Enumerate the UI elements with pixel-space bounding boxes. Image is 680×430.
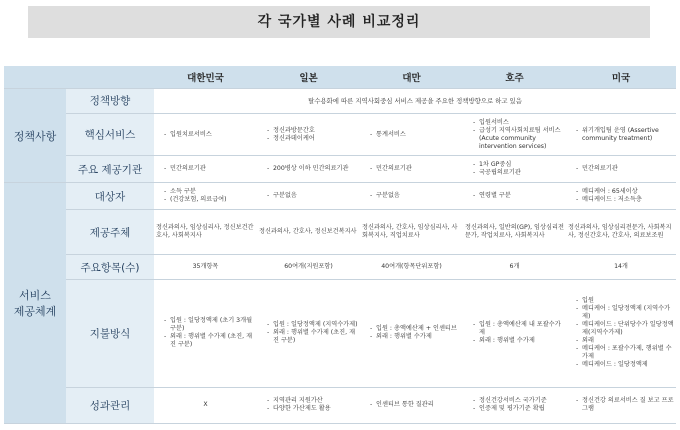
list-item: - 정신과방문간호 — [267, 127, 358, 135]
cell-taiwan: 정신과의사, 간호사, 임상심리사, 사회복지사, 직업치료사 — [360, 210, 463, 255]
cell-usa: 14개 — [566, 255, 676, 280]
bullet-list — [362, 192, 461, 200]
cell-usa — [566, 280, 676, 388]
list-item: - 민간의료기관 — [576, 165, 674, 173]
row-policy-direction — [4, 89, 676, 114]
column-header-japan: 일본 — [257, 66, 360, 89]
cell-usa — [566, 387, 676, 423]
bullet-list — [156, 131, 255, 139]
row-payment — [4, 280, 676, 388]
row-provider-subject — [4, 210, 676, 255]
list-item: - 입원 : 총액예산제 내 포괄수가제 — [473, 321, 564, 337]
bullet-list — [156, 165, 255, 173]
cell-usa — [566, 183, 676, 210]
cell-taiwan — [360, 387, 463, 423]
list-item: - 구분없음 — [370, 192, 461, 200]
list-item: - 입원서비스 — [473, 119, 564, 127]
cell-taiwan: 40여개(항목단위포함) — [360, 255, 463, 280]
cell-australia — [463, 387, 566, 423]
list-item: - 민간의료기관 — [370, 165, 461, 173]
bullet-list — [362, 325, 461, 341]
list-item: - 외래 : 행위별 수가제 — [370, 333, 461, 341]
cell-taiwan — [360, 156, 463, 183]
header-row — [4, 66, 676, 89]
cell-japan: 정신과의사, 간호사, 정신보건복지사 — [257, 210, 360, 255]
cell-usa — [566, 156, 676, 183]
row-outcome — [4, 387, 676, 423]
list-item: - 연령별 구분 — [473, 192, 564, 200]
row-label: 지불방식 — [66, 280, 154, 388]
list-item: - 인증제 및 평가기준 확립 — [473, 405, 564, 413]
list-item: - 200병상 이하 민간의료기관 — [267, 165, 358, 173]
row-target — [4, 183, 676, 210]
row-label: 주요 제공기관 — [66, 156, 154, 183]
column-header-taiwan: 대만 — [360, 66, 463, 89]
bullet-list — [362, 401, 461, 409]
cell-korea: 35개항목 — [154, 255, 257, 280]
category-service — [4, 183, 66, 424]
bullet-list — [259, 321, 358, 345]
bullet-list — [465, 321, 564, 345]
row-label: 대상자 — [66, 183, 154, 210]
column-header-australia: 호주 — [463, 66, 566, 89]
cell-japan — [257, 387, 360, 423]
list-item: - 입원 : 총액예산제 + 인센티브 — [370, 325, 461, 333]
list-item: - 외래 : 행위별 수가제 (초진, 재진 구분) — [267, 329, 358, 345]
policy-direction-text: 탈수용화에 따른 지역사회중심 서비스 제공을 주요한 정책방향으로 하고 있음 — [154, 89, 676, 114]
page-title: 각 국가별 사례 비교정리 — [28, 6, 650, 38]
header-blank — [4, 66, 154, 89]
list-item: - 통계서비스 — [370, 131, 461, 139]
bullet-list — [259, 397, 358, 413]
cell-korea — [154, 156, 257, 183]
bullet-list — [568, 165, 674, 173]
list-item: - 메디케이드 : 일당정액제 — [576, 361, 674, 369]
cell-korea — [154, 183, 257, 210]
cell-japan — [257, 280, 360, 388]
bullet-list — [156, 188, 255, 204]
bullet-list — [259, 127, 358, 143]
cell-australia — [463, 156, 566, 183]
list-item: - 메디케어 : 65세이상 — [576, 188, 674, 196]
list-item: - 입원 — [576, 297, 674, 305]
list-item: - 구분없음 — [267, 192, 358, 200]
list-item: - 위기개입팀 운영 (Assertive community treatment) — [576, 127, 674, 143]
row-provider — [4, 156, 676, 183]
cell-usa — [566, 113, 676, 156]
list-item: - 입원치료서비스 — [164, 131, 255, 139]
bullet-list — [362, 165, 461, 173]
list-item: - 입원 : 일당정액제 (지역수가제) — [267, 321, 358, 329]
cell-australia — [463, 183, 566, 210]
list-item: - 1차 GP중심 — [473, 161, 564, 169]
row-core-service — [4, 113, 676, 156]
list-item: - 소득 구분 — [164, 188, 255, 196]
list-item: - 민간의료기관 — [164, 165, 255, 173]
cell-korea: 정신과의사, 임상심리사, 정신보건간호사, 사회복지사 — [154, 210, 257, 255]
cell-australia — [463, 280, 566, 388]
list-item: - 지역관리 지원가산 — [267, 397, 358, 405]
bullet-list — [465, 192, 564, 200]
list-item: - 다양한 가산제도 활용 — [267, 405, 358, 413]
list-item: - 입원 : 일당정액제 (초기 3개월 구분) — [164, 317, 255, 333]
bullet-list — [465, 397, 564, 413]
list-item: - 인센티브 통한 질관리 — [370, 401, 461, 409]
comparison-table — [4, 66, 676, 424]
cell-taiwan — [360, 113, 463, 156]
cell-korea: X — [154, 387, 257, 423]
bullet-list — [568, 127, 674, 143]
column-header-usa: 미국 — [566, 66, 676, 89]
cell-taiwan — [360, 280, 463, 388]
row-label: 핵심서비스 — [66, 113, 154, 156]
cell-taiwan — [360, 183, 463, 210]
list-item: - 정신건강 의료서비스 질 보고 프로그램 — [576, 397, 674, 413]
bullet-list — [465, 161, 564, 177]
category-policy: 정책사항 — [4, 89, 66, 183]
bullet-list — [259, 165, 358, 173]
bullet-list — [465, 119, 564, 151]
cell-korea — [154, 280, 257, 388]
cell-japan — [257, 156, 360, 183]
list-item: - 정신과데이케어 — [267, 135, 358, 143]
row-item-count — [4, 255, 676, 280]
list-item: - 메디케이드 : 저소득층 — [576, 196, 674, 204]
bullet-list — [156, 317, 255, 349]
list-item: - 외래 — [576, 337, 674, 345]
cell-usa: 정신과의사, 임상심리전문가, 사회복지사, 정신간호사, 간호사, 의료보조원 — [566, 210, 676, 255]
cell-australia: 정신과의사, 일반의(GP), 임상심리전문가, 작업치료사, 사회복지사 — [463, 210, 566, 255]
cell-korea — [154, 113, 257, 156]
list-item: - 메디케어 : 일당정액제 (지역수가제) — [576, 305, 674, 321]
list-item: - 국공립의료기관 — [473, 169, 564, 177]
bullet-list — [362, 131, 461, 139]
list-item: - 정신건강서비스 국가기준 — [473, 397, 564, 405]
list-item: - 외래 : 행위별 수가제 — [473, 337, 564, 345]
list-item: - (건강보험, 의료급여) — [164, 196, 255, 204]
row-label: 주요항목(수) — [66, 255, 154, 280]
row-label: 제공주체 — [66, 210, 154, 255]
cell-japan — [257, 183, 360, 210]
cell-japan: 60여개(지원포함) — [257, 255, 360, 280]
row-label: 성과관리 — [66, 387, 154, 423]
cell-japan — [257, 113, 360, 156]
cell-australia — [463, 113, 566, 156]
list-item: - 외래 : 행위별 수가제 (초진, 재진 구분) — [164, 333, 255, 349]
bullet-list — [568, 397, 674, 413]
category-service-label: 서비스 제공체계 — [13, 289, 57, 319]
bullet-list — [568, 297, 674, 369]
bullet-list — [568, 188, 674, 204]
bullet-list — [259, 192, 358, 200]
column-header-korea: 대한민국 — [154, 66, 257, 89]
cell-australia: 6개 — [463, 255, 566, 280]
list-item: - 메디케이드 : 단위당수가 일당정액제(지역수가제) — [576, 321, 674, 337]
list-item: - 급성기 지역사회치료팀 서비스 (Acute community intervention services) — [473, 127, 564, 151]
list-item: - 메디케어 : 포괄수가제, 행위별 수가제 — [576, 345, 674, 361]
row-label: 정책방향 — [66, 89, 154, 114]
